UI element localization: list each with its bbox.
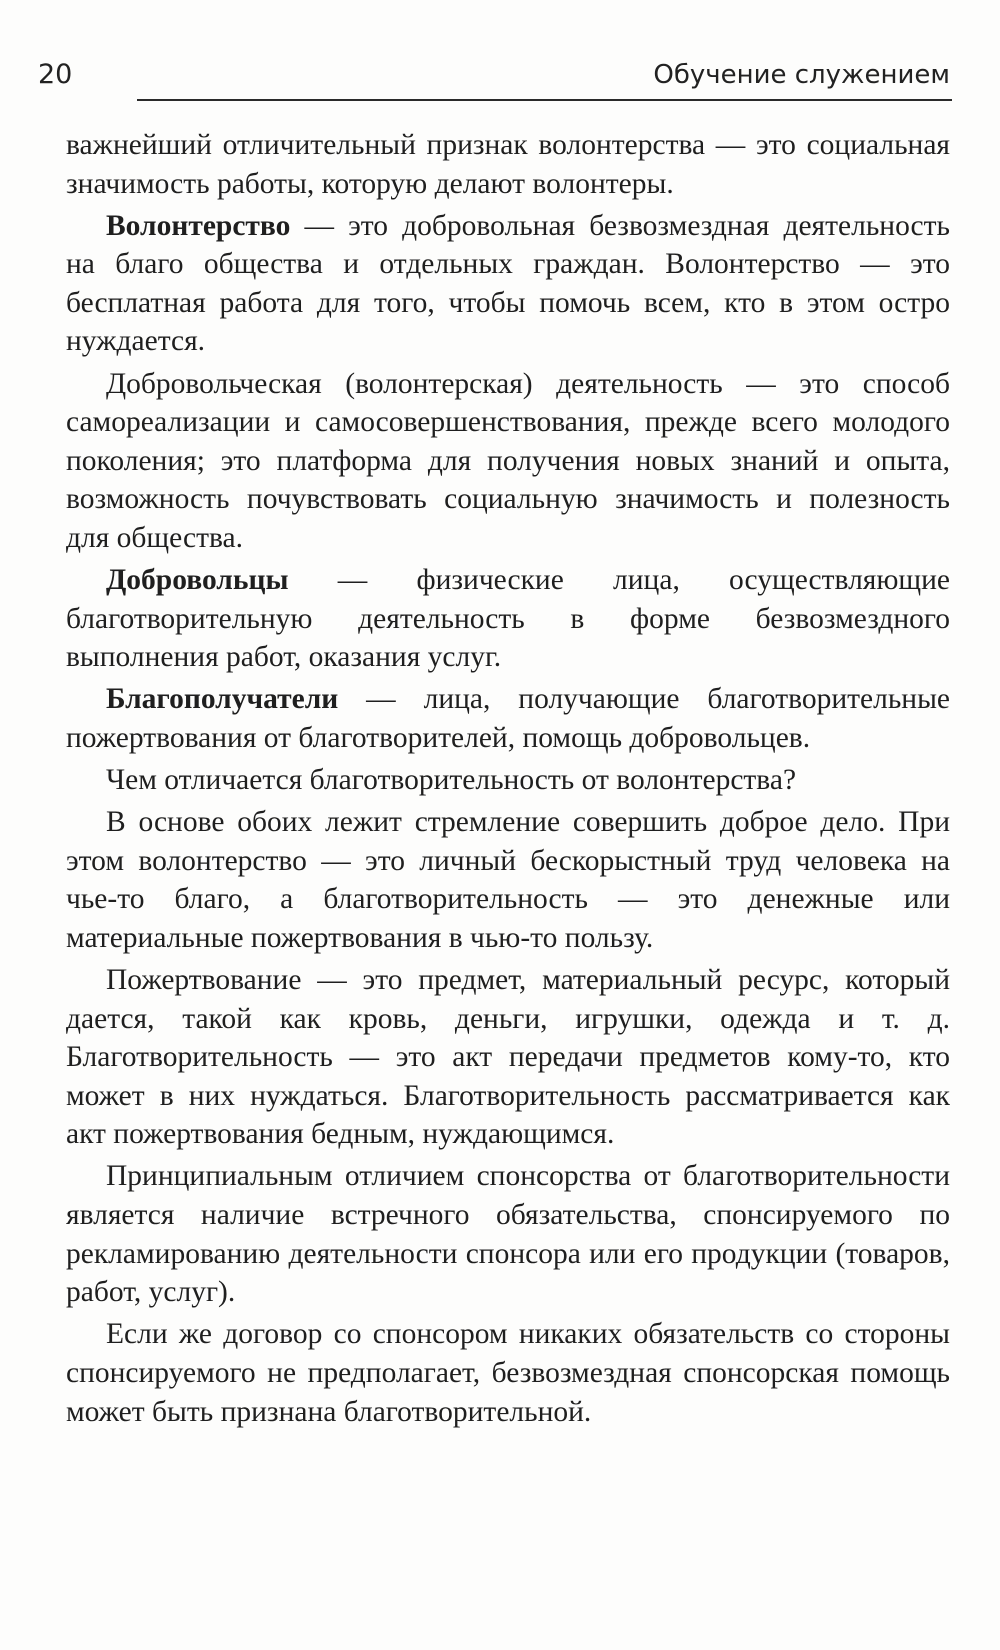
term-volunteering: Волонтерство xyxy=(106,209,291,242)
paragraph-definition-beneficiaries xyxy=(66,680,950,757)
term-volunteers: Добровольцы xyxy=(106,564,289,597)
paragraph xyxy=(66,1157,950,1311)
page-header xyxy=(0,0,1000,110)
paragraph-text: В основе обоих лежит стремление совершить доброе дело. При этом волонтерство — это личный бескорыстный труд человека на чье-то благо, а благотворительность — это денежные или материальные пожертвования в чью-то пользу. xyxy=(66,806,950,954)
header-rule xyxy=(137,99,952,101)
paragraph-definition-volunteering xyxy=(66,207,950,361)
paragraph-text: Принципиальным отличием спонсорства от благотворительности является наличие встречного обязательства, спонсируемого по рекламированию деятельности спонсора или его продукции (товаров, работ, услуг). xyxy=(66,1160,950,1309)
paragraph-text: Пожертвование — это предмет, материальный ресурс, который дается, такой как кровь, деньги, игрушки, одежда и т. д. Благотворительность — это акт передачи предметов кому-то, кто может в них нуждаться. Благотворительность рассматривается как акт пожертвования бедным, нуждающимся. xyxy=(66,963,950,1151)
paragraph-text: Добровольческая (волонтерская) деятельность — это способ самореализации и самосовершенствования, прежде всего молодого поколения; это платформа для получения новых знаний и опыта, возможность почувствовать социальную значимость и полезность для общества. xyxy=(66,367,950,554)
running-title: Обучение служением xyxy=(653,60,950,90)
paragraph-continuation xyxy=(66,126,950,203)
term-beneficiaries: Благополучатели xyxy=(106,683,339,716)
paragraph-text: важнейший отличительный признак волонтерства — это социальная значимость работы, которую делают волонтеры. xyxy=(66,129,950,200)
paragraph-question xyxy=(66,761,950,800)
paragraph-text: — это добровольная безвозмездная деятельность на благо общества и отдельных граждан. Волонтерство — это бесплатная работа для того, чтобы помочь всем, кто в этом остро нуждается. xyxy=(66,209,950,358)
body-text xyxy=(66,126,950,1435)
paragraph-text: Чем отличается благотворительность от волонтерства? xyxy=(106,764,797,796)
paragraph-text: — лица, получающие благотворительные пожертвования от благотворителей, помощь добровольцев. xyxy=(66,683,950,754)
paragraph-text: Если же договор со спонсором никаких обязательств со стороны спонсируемого не предполагает, безвозмездная спонсорская помощь может быть признана благотворительной. xyxy=(66,1318,950,1428)
page-number: 20 xyxy=(38,59,73,90)
paragraph xyxy=(66,365,950,558)
paragraph xyxy=(66,803,950,957)
paragraph-definition-volunteers xyxy=(66,561,950,677)
paragraph-text: — физические лица, осуществляющие благотворительную деятельность в форме безвозмездного выполнения работ, оказания услуг. xyxy=(66,564,950,674)
paragraph xyxy=(66,961,950,1154)
paragraph xyxy=(66,1315,950,1431)
